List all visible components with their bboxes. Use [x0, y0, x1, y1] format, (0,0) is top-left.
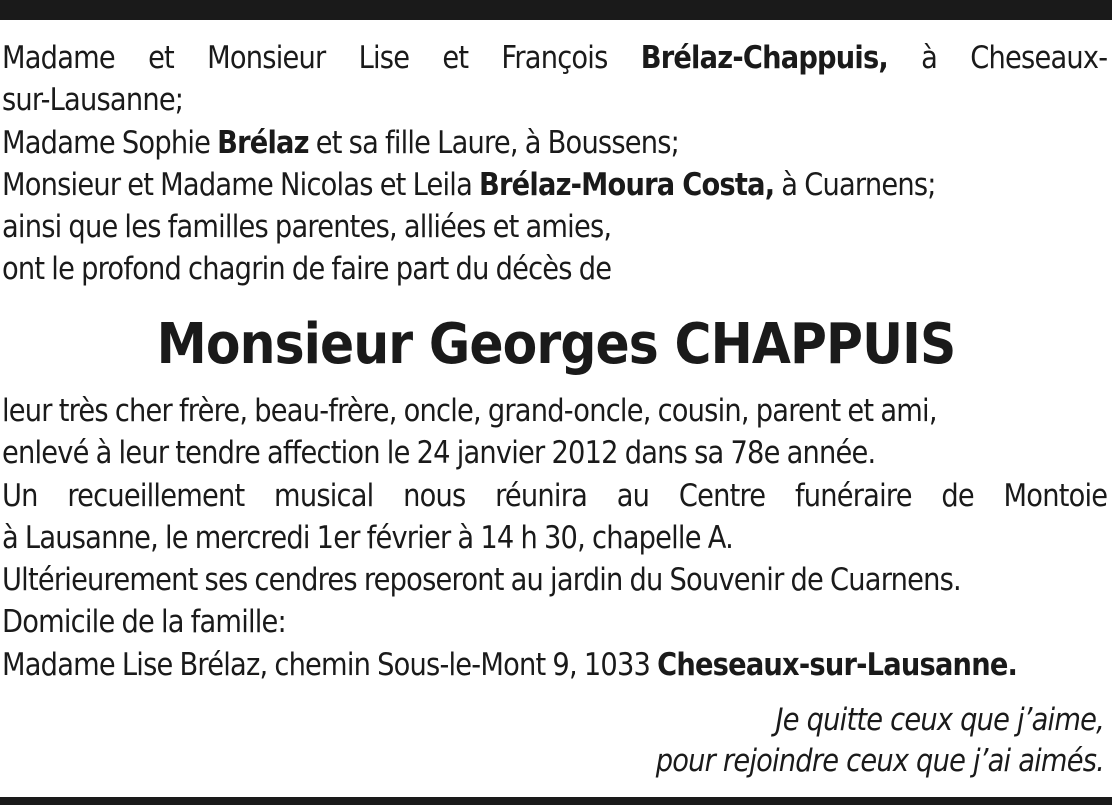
domicile-label: Domicile de la famille:	[2, 604, 286, 641]
quote-line-1: Je quitte ceux que j’aime,	[775, 702, 1104, 738]
family-name-1: Brélaz-Chappuis,	[640, 40, 889, 76]
family-line-1-cont: sur-Lausanne;	[2, 82, 184, 119]
family-name-2: Brélaz	[217, 124, 309, 161]
ceremony-line-1: Un recueillement musical nous réunira au Centre funéraire de Montoie	[2, 477, 1108, 514]
top-border-rule	[0, 0, 1112, 20]
address-city: Cheseaux-sur-Lausanne.	[657, 646, 1018, 683]
ashes-line: Ultérieurement ses cendres reposeront au jardin du Souvenir de Cuarnens.	[2, 562, 961, 599]
ceremony-line-2: à Lausanne, le mercredi 1er février à 14 h 30, chapelle A.	[2, 519, 733, 556]
quote-line-2: pour rejoindre ceux que j’ai aimés.	[655, 743, 1104, 779]
family-line-3: Monsieur et Madame Nicolas et Leila Brélaz-Moura Costa, à Cuarnens;	[2, 166, 936, 203]
family-address: Madame Lise Brélaz, chemin Sous-le-Mont 9, 1033 Cheseaux-sur-Lausanne.	[2, 646, 1018, 683]
death-line: enlevé à leur tendre affection le 24 janvier 2012 dans sa 78e année.	[2, 435, 876, 472]
announcement-line: ont le profond chagrin de faire part du décès de	[2, 251, 612, 288]
family-list	[2, 37, 1108, 291]
closing-quote	[488, 700, 1104, 782]
deceased-name-heading: Monsieur Georges CHAPPUIS	[156, 312, 956, 377]
relatives-line: ainsi que les familles parentes, alliées et amies,	[2, 209, 612, 246]
family-line-1: Madame et Monsieur Lise et François Brélaz-Chappuis, à Cheseaux-	[2, 40, 1108, 76]
relation-line: leur très cher frère, beau-frère, oncle, grand-oncle, cousin, parent et ami,	[2, 393, 937, 429]
family-name-3: Brélaz-Moura Costa,	[479, 166, 775, 203]
notice-body	[2, 390, 1108, 686]
family-line-2: Madame Sophie Brélaz et sa fille Laure, à Boussens;	[2, 124, 680, 161]
bottom-border-rule	[0, 797, 1112, 805]
